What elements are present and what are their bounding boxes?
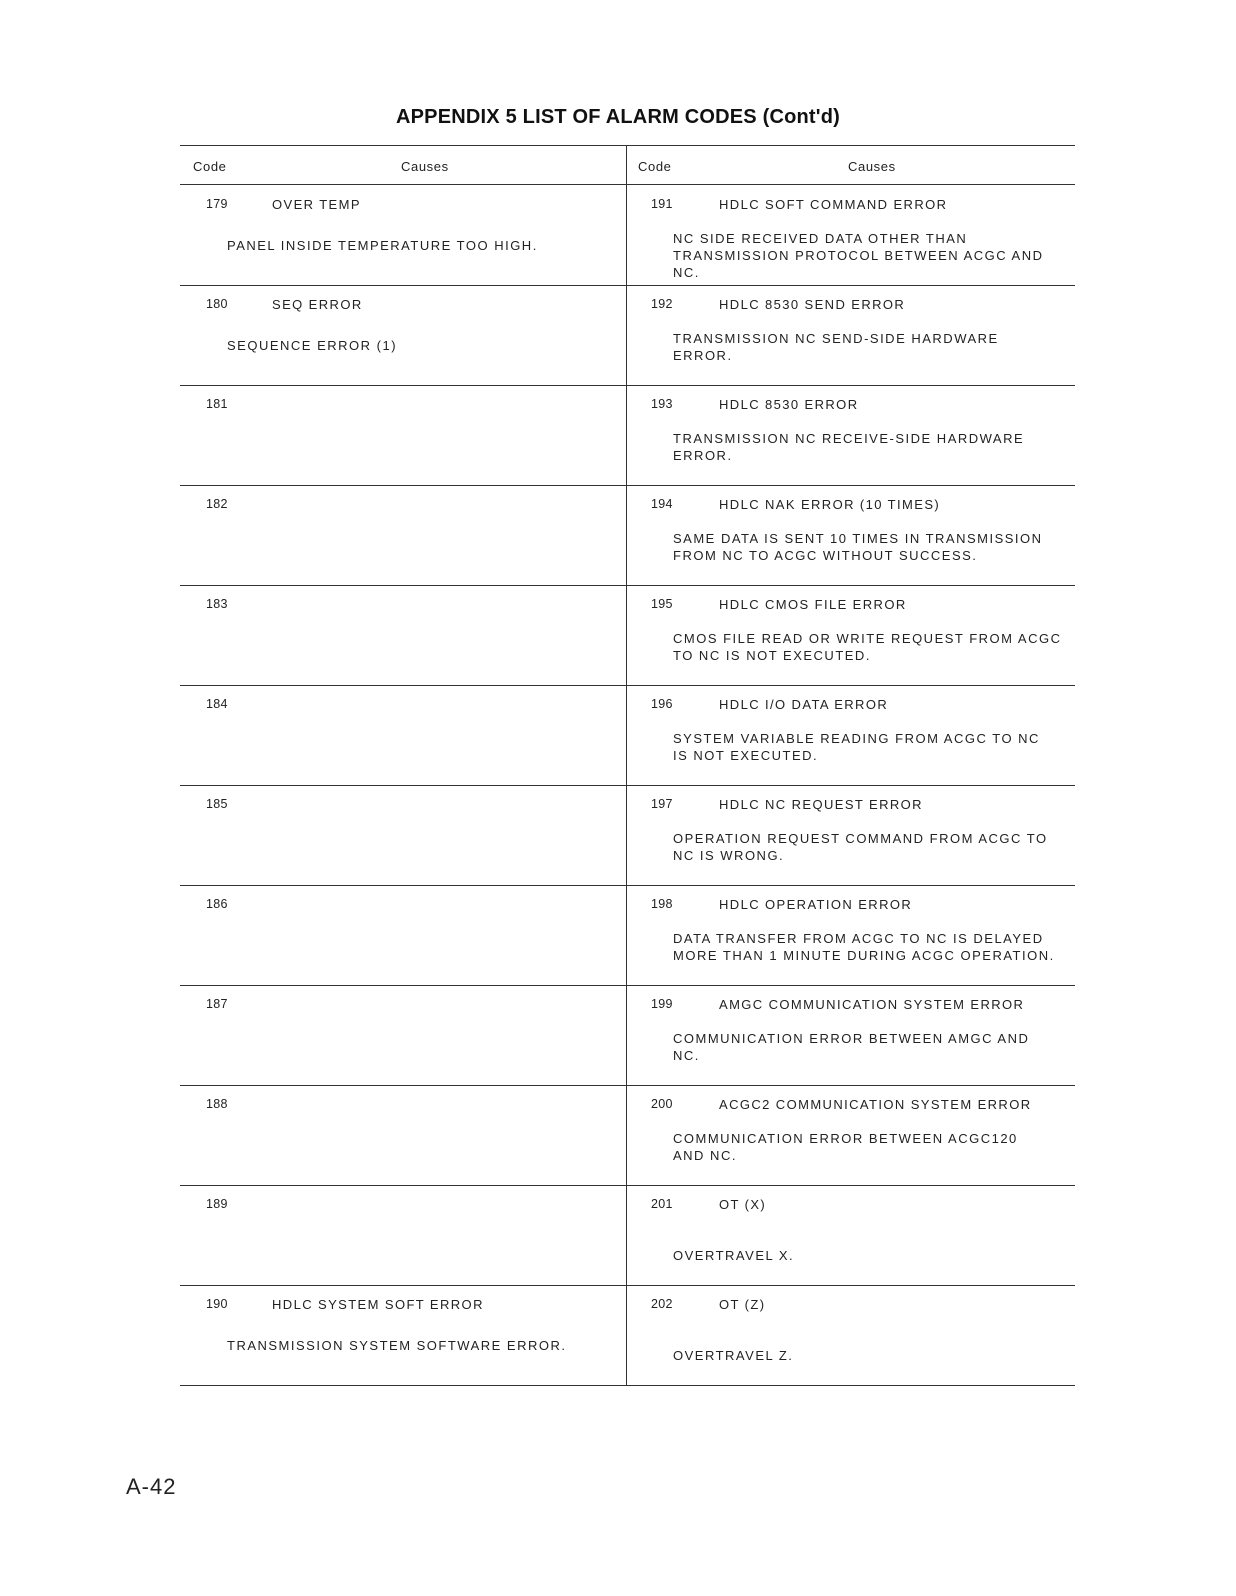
alarm-code: 196 xyxy=(651,697,673,711)
page-title: APPENDIX 5 LIST OF ALARM CODES (Cont'd) xyxy=(395,106,841,128)
alarm-name: OT (Z) xyxy=(719,1297,766,1312)
alarm-codes-table xyxy=(180,145,1075,1385)
alarm-description: TRANSMISSION NC RECEIVE-SIDE HARDWARE ERROR. xyxy=(673,431,1025,463)
alarm-code: 199 xyxy=(651,997,673,1011)
alarm-cell-right xyxy=(627,986,1075,1086)
page-number: A-42 xyxy=(126,1474,177,1499)
table-row xyxy=(180,886,1075,986)
alarm-name: OVER TEMP xyxy=(272,197,361,212)
alarm-code: 198 xyxy=(651,897,673,911)
header-causes-left: Causes xyxy=(401,159,449,174)
alarm-cell-left xyxy=(180,686,626,786)
row-rule xyxy=(180,1385,1075,1386)
alarm-code: 200 xyxy=(651,1097,673,1111)
alarm-description: DATA TRANSFER FROM ACGC TO NC IS DELAYED MORE THAN 1 MINUTE DURING ACGC OPERATION. xyxy=(673,931,1055,963)
alarm-description: TRANSMISSION NC SEND-SIDE HARDWARE ERROR. xyxy=(673,331,999,363)
alarm-description: SEQUENCE ERROR (1) xyxy=(227,338,398,353)
alarm-description: SYSTEM VARIABLE READING FROM ACGC TO NC IS NOT EXECUTED. xyxy=(673,731,1040,763)
alarm-cell-right xyxy=(627,1286,1075,1386)
alarm-cell-right xyxy=(627,786,1075,886)
alarm-name: HDLC NC REQUEST ERROR xyxy=(719,797,923,812)
table-row xyxy=(180,686,1075,786)
table-row xyxy=(180,1086,1075,1186)
table-row xyxy=(180,1186,1075,1286)
header-code-left: Code xyxy=(193,159,227,174)
alarm-code: 201 xyxy=(651,1197,673,1211)
alarm-code: 183 xyxy=(206,597,228,611)
alarm-code: 202 xyxy=(651,1297,673,1311)
alarm-code: 182 xyxy=(206,497,228,511)
alarm-code: 190 xyxy=(206,1297,228,1311)
alarm-cell-right xyxy=(627,1186,1075,1286)
alarm-name: HDLC NAK ERROR (10 TIMES) xyxy=(719,497,941,512)
alarm-description: OPERATION REQUEST COMMAND FROM ACGC TO NC IS WRONG. xyxy=(673,831,1048,863)
alarm-description: OVERTRAVEL Z. xyxy=(673,1348,794,1363)
alarm-code: 195 xyxy=(651,597,673,611)
alarm-cell-left xyxy=(180,986,626,1086)
alarm-code: 179 xyxy=(206,197,228,211)
alarm-cell-right xyxy=(627,486,1075,586)
alarm-code: 194 xyxy=(651,497,673,511)
alarm-code: 185 xyxy=(206,797,228,811)
alarm-cell-right xyxy=(627,586,1075,686)
alarm-description: PANEL INSIDE TEMPERATURE TOO HIGH. xyxy=(227,238,538,253)
alarm-cell-left xyxy=(180,286,626,386)
alarm-code: 186 xyxy=(206,897,228,911)
alarm-name: HDLC SOFT COMMAND ERROR xyxy=(719,197,948,212)
table-row xyxy=(180,186,1075,286)
header-rule xyxy=(180,184,1075,185)
alarm-name: HDLC OPERATION ERROR xyxy=(719,897,913,912)
alarm-cell-left xyxy=(180,1186,626,1286)
alarm-name: SEQ ERROR xyxy=(272,297,363,312)
table-row xyxy=(180,1286,1075,1386)
alarm-code: 193 xyxy=(651,397,673,411)
alarm-description: CMOS FILE READ OR WRITE REQUEST FROM ACGC TO NC IS NOT EXECUTED. xyxy=(673,631,1062,663)
table-row xyxy=(180,286,1075,386)
alarm-code: 189 xyxy=(206,1197,228,1211)
alarm-name: OT (X) xyxy=(719,1197,767,1212)
alarm-description: COMMUNICATION ERROR BETWEEN AMGC AND NC. xyxy=(673,1031,1030,1063)
alarm-description: SAME DATA IS SENT 10 TIMES IN TRANSMISSION FROM NC TO ACGC WITHOUT SUCCESS. xyxy=(673,531,1043,563)
alarm-cell-right xyxy=(627,286,1075,386)
alarm-name: HDLC 8530 ERROR xyxy=(719,397,859,412)
alarm-cell-left xyxy=(180,1286,626,1386)
alarm-name: AMGC COMMUNICATION SYSTEM ERROR xyxy=(719,997,1025,1012)
alarm-code: 184 xyxy=(206,697,228,711)
alarm-cell-right xyxy=(627,386,1075,486)
alarm-description: NC SIDE RECEIVED DATA OTHER THAN TRANSMISSION PROTOCOL BETWEEN ACGC AND NC. xyxy=(673,231,1044,280)
alarm-description: COMMUNICATION ERROR BETWEEN ACGC120 AND NC. xyxy=(673,1131,1018,1163)
header-code-right: Code xyxy=(638,159,672,174)
table-row xyxy=(180,486,1075,586)
alarm-name: ACGC2 COMMUNICATION SYSTEM ERROR xyxy=(719,1097,1032,1112)
alarm-name: HDLC SYSTEM SOFT ERROR xyxy=(272,1297,484,1312)
alarm-cell-right xyxy=(627,186,1075,286)
alarm-code: 192 xyxy=(651,297,673,311)
alarm-cell-left xyxy=(180,1086,626,1186)
table-row xyxy=(180,586,1075,686)
table-top-rule xyxy=(180,145,1075,146)
alarm-cell-right xyxy=(627,1086,1075,1186)
alarm-name: HDLC 8530 SEND ERROR xyxy=(719,297,906,312)
alarm-code: 188 xyxy=(206,1097,228,1111)
alarm-code: 197 xyxy=(651,797,673,811)
alarm-description: TRANSMISSION SYSTEM SOFTWARE ERROR. xyxy=(227,1338,567,1353)
alarm-code: 187 xyxy=(206,997,228,1011)
alarm-name: HDLC I/O DATA ERROR xyxy=(719,697,889,712)
alarm-cell-right xyxy=(627,886,1075,986)
alarm-cell-right xyxy=(627,686,1075,786)
alarm-cell-left xyxy=(180,386,626,486)
alarm-cell-left xyxy=(180,186,626,286)
alarm-cell-left xyxy=(180,886,626,986)
table-row xyxy=(180,786,1075,886)
alarm-code: 180 xyxy=(206,297,228,311)
table-row xyxy=(180,986,1075,1086)
alarm-cell-left xyxy=(180,486,626,586)
table-row xyxy=(180,386,1075,486)
alarm-code: 191 xyxy=(651,197,673,211)
alarm-cell-left xyxy=(180,586,626,686)
alarm-description: OVERTRAVEL X. xyxy=(673,1248,795,1263)
alarm-name: HDLC CMOS FILE ERROR xyxy=(719,597,907,612)
alarm-cell-left xyxy=(180,786,626,886)
header-causes-right: Causes xyxy=(848,159,896,174)
alarm-code: 181 xyxy=(206,397,228,411)
